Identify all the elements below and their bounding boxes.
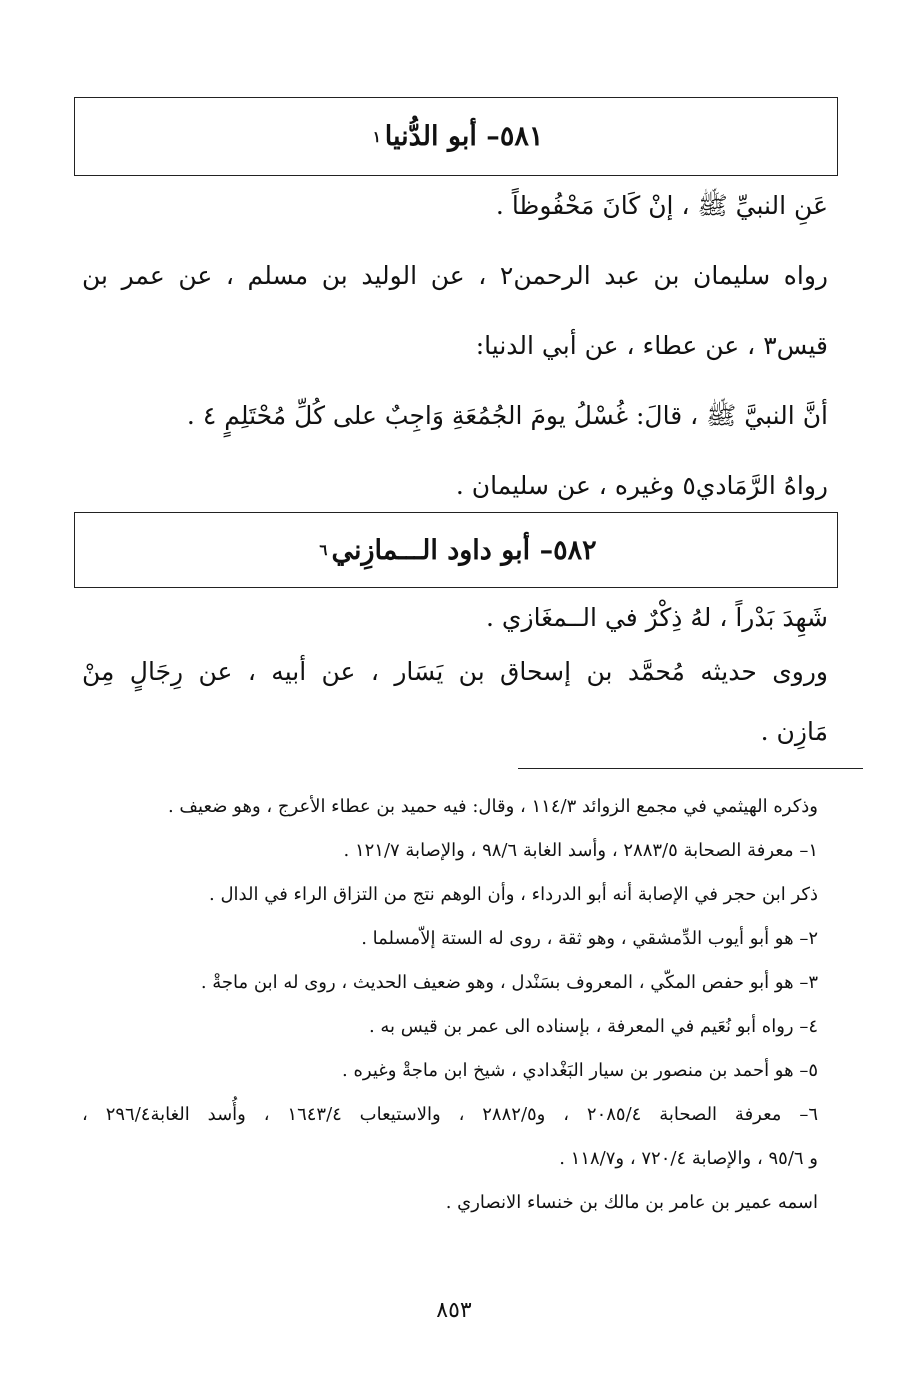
footnote-2: ٢– هو أبو أيوب الدِّمشقي ، وهو ثقة ، روى له الستة إلاّمسلما .	[361, 928, 818, 949]
entry-582-line-2: وروى حديثه مُحمَّد بن إسحاق بن يَسَار ، عن أبيه ، عن رِجَالٍ مِنْ	[82, 657, 828, 686]
footnote-6-line-1: ٦– معرفة الصحابة ٢٠٨٥/٤ ، و٢٨٨٢/٥ ، والاستيعاب ١٦٤٣/٤ ، وأُسد الغابة٢٩٦/٤ ،	[82, 1104, 818, 1125]
footnote-1-note: ذكر ابن حجر في الإصابة أنه أبو الدرداء ، وأن الوهم نتج من التزاق الراء في الدال .	[209, 884, 818, 905]
entry-581-line-2: رواه سليمان بن عبد الرحمن٢ ، عن الوليد بن مسلم ، عن عمر بن	[82, 261, 828, 290]
entry-581-line-4: أنَّ النبيَّ ﷺ ، قالَ: غُسْلُ يومَ الجُمُعَةِ وَاجِبٌ على كُلِّ مُحْتَلِمٍ ٤ .	[186, 401, 828, 430]
entry-581-title: ٥٨١– أبو الدُّنيا	[384, 121, 544, 152]
entry-581-title-box	[74, 97, 838, 176]
footnote-1: ١– معرفة الصحابة ٢٨٨٣/٥ ، وأسد الغابة ٩٨/٦ ، والإصابة ١٢١/٧ .	[343, 840, 818, 861]
page-number: ٨٥٣	[436, 1298, 472, 1323]
entry-581-line-1: عَنِ النبيِّ ﷺ ، إنْ كَانَ مَحْفُوظاً .	[495, 191, 828, 220]
footnote-4: ٤– رواه أبو نُعَيم في المعرفة ، بإسناده الى عمر بن قيس به .	[368, 1016, 818, 1037]
footnote-5: ٥– هو أحمد بن منصور بن سيار البَغْدادي ، شيخ ابن ماجةْ وغيره .	[342, 1060, 818, 1081]
footnote-separator	[518, 768, 863, 769]
footnote-continued: وذكره الهيثمي في مجمع الزوائد ١١٤/٣ ، وقال: فيه حميد بن عطاء الأعرج ، وهو ضعيف .	[167, 796, 818, 817]
footnote-3: ٣– هو أبو حفص المكّي ، المعروف بسَنْدل ، وهو ضعيف الحديث ، روى له ابن ماجةْ .	[200, 972, 818, 993]
entry-582-note-mark: ٦	[319, 541, 328, 559]
footnote-6-line-3: اسمه عمير بن عامر بن مالك بن خنساء الانصاري .	[445, 1192, 818, 1213]
entry-582-line-3: مَازِن .	[760, 717, 828, 746]
entry-581-line-3: قيس٣ ، عن عطاء ، عن أبي الدنيا:	[475, 331, 828, 360]
entry-582-title-box	[74, 512, 838, 588]
entry-581-note-mark: ١	[372, 127, 381, 146]
footnote-6-line-2: و ٩٥/٦ ، والإصابة ٧٢٠/٤ ، و١١٨/٧ .	[559, 1148, 818, 1169]
entry-581-line-5: رواهُ الرَّمَادي٥ وغيره ، عن سليمان .	[455, 471, 828, 500]
entry-582-line-1: شَهِدَ بَدْراً ، لهُ ذِكْرٌ في الــمغَازي .	[486, 603, 828, 632]
entry-582-title: ٥٨٢– أبو داود الـــمازِني	[331, 534, 597, 566]
